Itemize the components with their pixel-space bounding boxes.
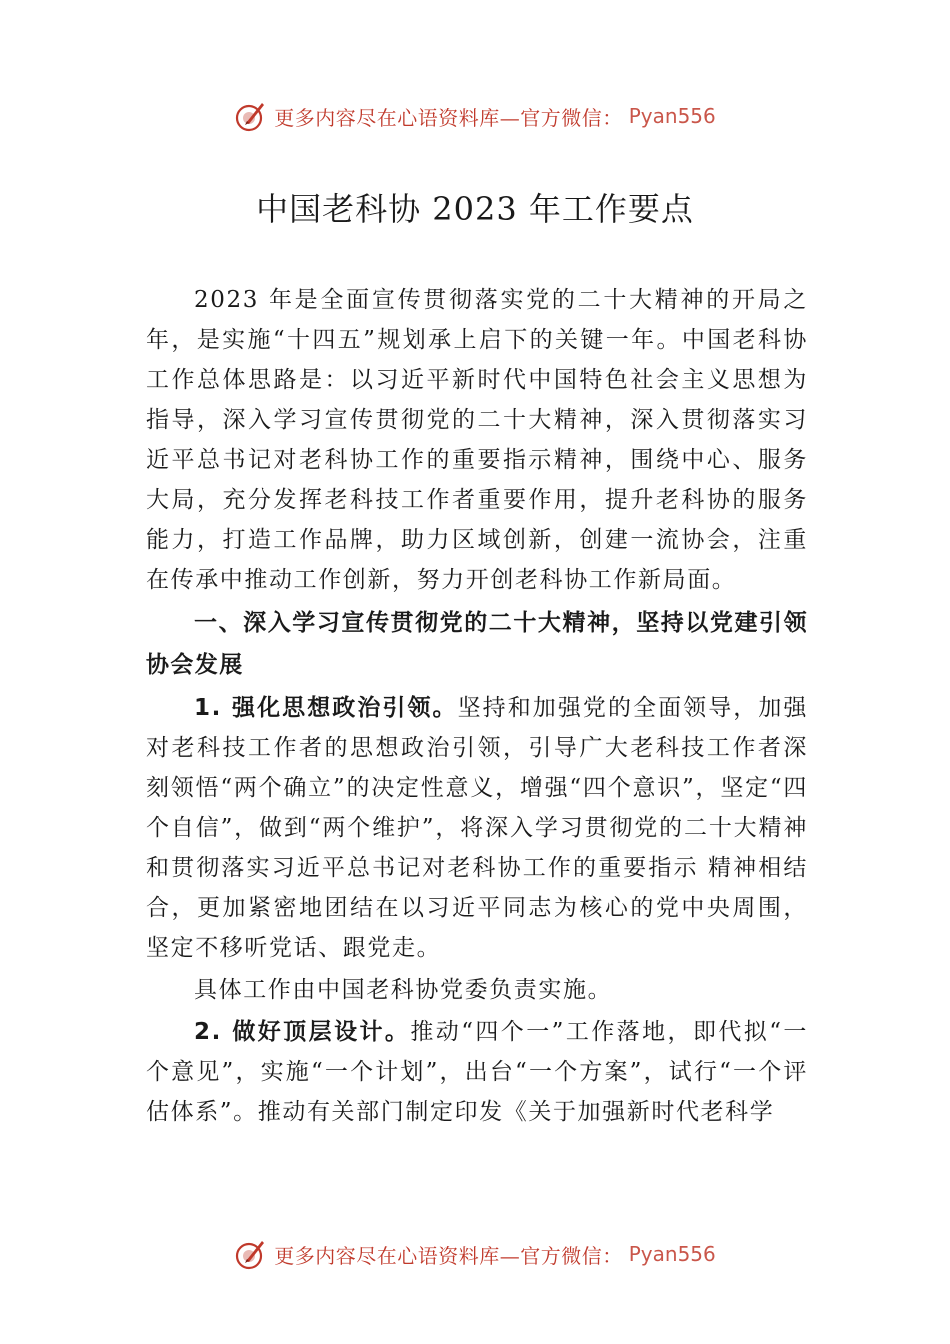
quill-logo-icon <box>234 1237 268 1271</box>
watermark-contact: Pyan556 <box>628 1242 716 1266</box>
section-heading-1: 一、深入学习宣传贯彻党的二十大精神，坚持以党建引领协会发展 <box>146 610 808 678</box>
item-1-paragraph <box>146 688 808 968</box>
item-1-body: 坚持和加强党的全面领导，加强对老科技工作者的思想政治引领，引导广大老科技工作者深刻领悟“两个确立”的决定性意义，增强“四个意识”，坚定“四个自信”，做到“两个维护”，将深入学习贯彻党的二十大精神和贯彻落实习近平总书记对老科协工作的重要指示 精神相结合，更加紧密地团结在以习近平同志为核心的党中央周围，坚定不移听党话、跟党走。 <box>146 695 808 961</box>
item-2-paragraph <box>146 1012 808 1132</box>
item-2-body: 推动“四个一”工作落地，即代拟“一个意见”，实施“一个计划”，出台“一个方案”，试行“一个评估体系”。推动有关部门制定印发《关于加强新时代老科学 <box>146 1019 808 1125</box>
item-1-lead: 1. 强化思想政治引领。 <box>194 695 458 721</box>
document-title: 中国老科协 2023 年工作要点 <box>256 190 694 228</box>
item-2-lead: 2. 做好顶层设计。 <box>194 1019 411 1045</box>
watermark-footer <box>0 1234 950 1274</box>
item-1-note: 具体工作由中国老科协党委负责实施。 <box>194 977 613 1003</box>
watermark-text: 更多内容尽在心语资料库—官方微信： <box>274 1243 623 1268</box>
intro-paragraph: 2023 年是全面宣传贯彻落实党的二十大精神的开局之年，是实施“十四五”规划承上启下的关键一年。中国老科协工作总体思路是：以习近平新时代中国特色社会主义思想为指导，深入学习宣传贯彻党的二十大精神，深入贯彻落实习近平总书记对老科协工作的重要指示精神，围绕中心、服务大局，充分发挥老科技工作者重要作用，提升老科协的服务能力，打造工作品牌，助力区域创新，创建一流协会，注重在传承中推动工作创新，努力开创老科协工作新局面。 <box>146 287 808 593</box>
watermark-contact: Pyan556 <box>628 104 716 128</box>
quill-logo-icon <box>234 99 268 133</box>
watermark-text: 更多内容尽在心语资料库—官方微信： <box>274 105 623 130</box>
document-body <box>146 280 808 1132</box>
watermark-header <box>0 96 950 136</box>
